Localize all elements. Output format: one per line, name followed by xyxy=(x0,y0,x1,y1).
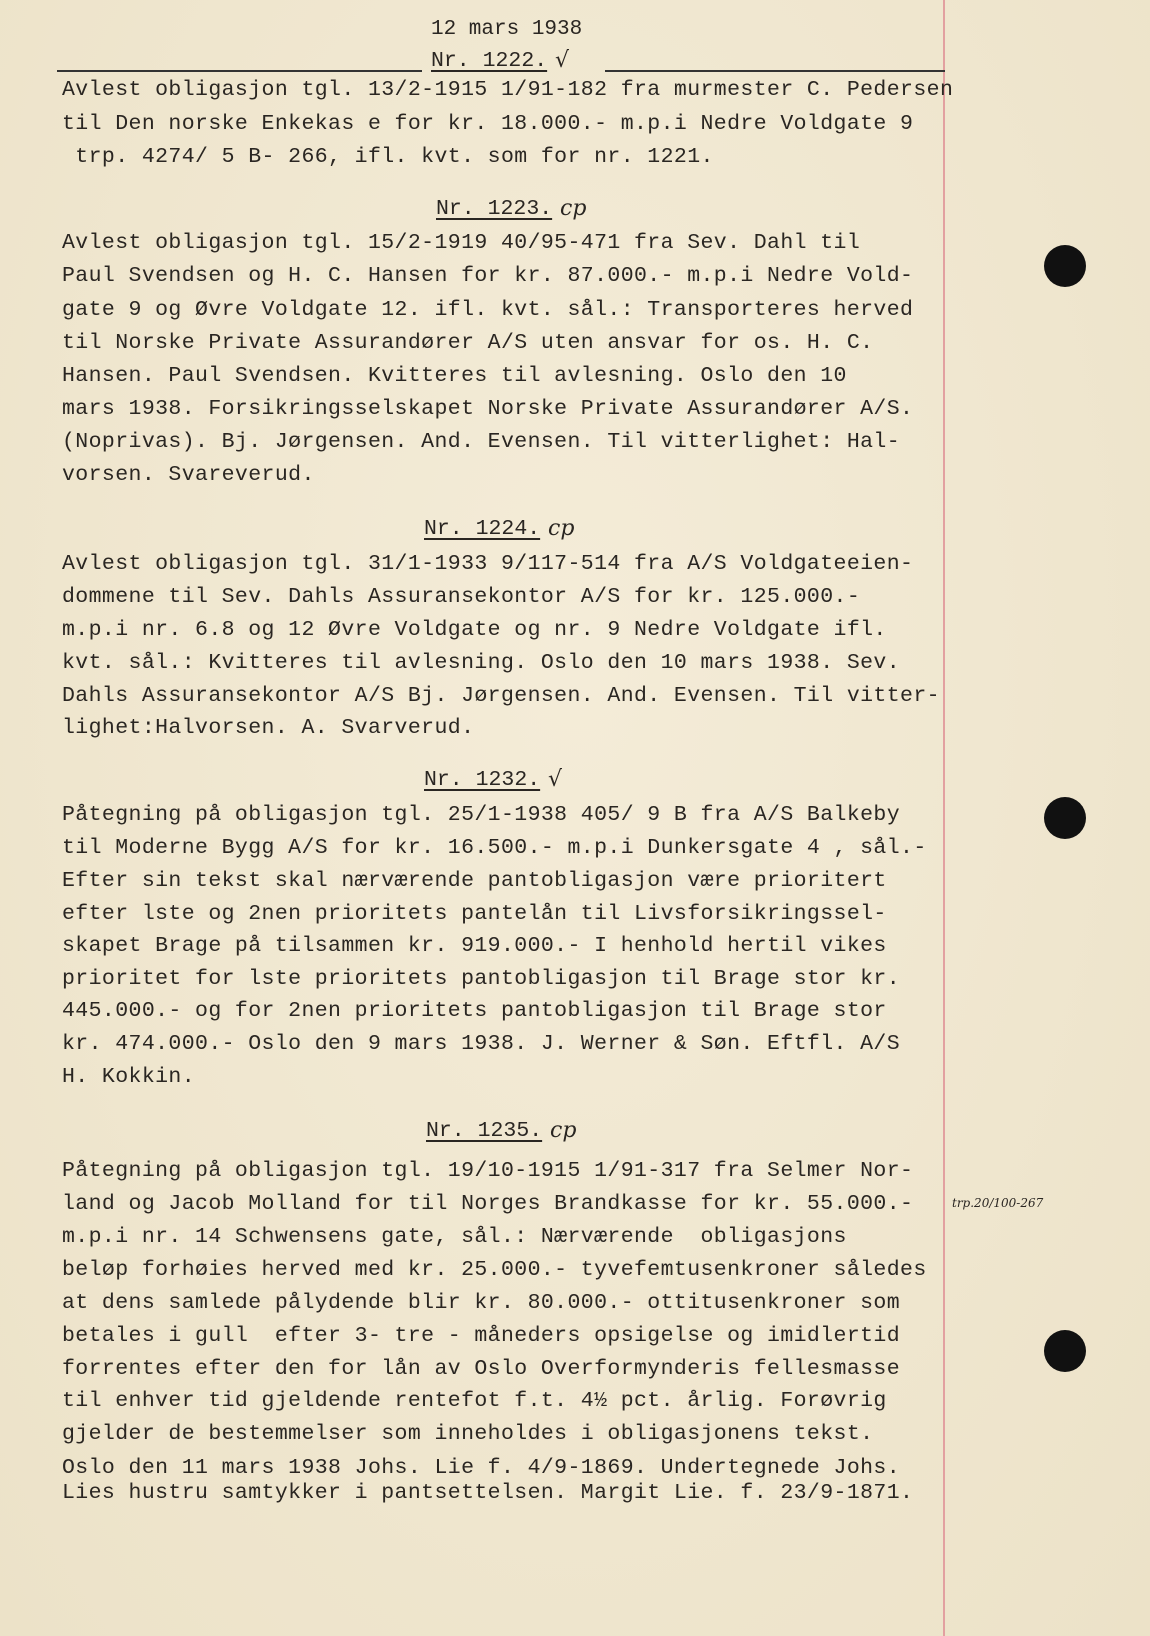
text-line: Avlest obligasjon tgl. 15/2-1919 40/95-471 fra Sev. Dahl til xyxy=(62,231,861,255)
text-line: Påtegning på obligasjon tgl. 25/1-1938 405/ 9 B fra A/S Balkeby xyxy=(62,803,901,827)
text-line: til Norske Private Assurandører A/S uten ansvar for os. H. C. xyxy=(62,331,874,355)
text-line: at dens samlede pålydende blir kr. 80.000.- ottitusenkroner som xyxy=(62,1291,901,1315)
text-line: Oslo den 11 mars 1938 Johs. Lie f. 4/9-1869. Undertegnede Johs. xyxy=(62,1456,901,1480)
text-line: efter lste og 2nen prioritets pantelån til Livsforsikringssel- xyxy=(62,902,887,926)
text-line: til enhver tid gjeldende rentefot f.t. 4½ pct. årlig. Forøvrig xyxy=(62,1389,887,1413)
text-line: land og Jacob Molland for til Norges Brandkasse for kr. 55.000.- xyxy=(62,1192,914,1216)
text-line: Avlest obligasjon tgl. 31/1-1933 9/117-514 fra A/S Voldgateeien- xyxy=(62,552,914,576)
text-line: mars 1938. Forsikringsselskapet Norske Private Assurandører A/S. xyxy=(62,397,914,421)
entry-number-heading: Nr. 1223. xyxy=(436,197,553,221)
text-line: gate 9 og Øvre Voldgate 12. ifl. kvt. sål.: Transporteres herved xyxy=(62,298,914,322)
text-line: betales i gull efter 3- tre - måneders opsigelse og imidlertid xyxy=(62,1324,901,1348)
text-line: vorsen. Svareverud. xyxy=(62,463,315,487)
text-line: kvt. sål.: Kvitteres til avlesning. Oslo den 10 mars 1938. Sev. xyxy=(62,651,901,675)
punch-hole xyxy=(1044,245,1086,287)
text-line: beløp forhøies herved med kr. 25.000.- tyvefemtusenkroner således xyxy=(62,1258,927,1282)
handwritten-check-mark: √ xyxy=(548,767,563,792)
text-line: (Noprivas). Bj. Jørgensen. And. Evensen. Til vitterlighet: Hal- xyxy=(62,430,901,454)
text-line: Lies hustru samtykker i pantsettelsen. Margit Lie. f. 23/9-1871. xyxy=(62,1481,914,1505)
text-line: 445.000.- og for 2nen prioritets pantobligasjon til Brage stor xyxy=(62,999,887,1023)
text-line: dommene til Sev. Dahls Assuransekontor A/S for kr. 125.000.- xyxy=(62,585,861,609)
text-line: H. Kokkin. xyxy=(62,1065,196,1089)
entry-number-heading: Nr. 1224. xyxy=(424,517,541,541)
margin-line xyxy=(943,0,945,1636)
text-line: kr. 474.000.- Oslo den 9 mars 1938. J. Werner & Søn. Eftfl. A/S xyxy=(62,1032,901,1056)
handwritten-check-mark: cp xyxy=(560,196,587,221)
punch-hole xyxy=(1044,797,1086,839)
divider xyxy=(57,70,422,72)
text-line: prioritet for lste prioritets pantobligasjon til Brage stor kr. xyxy=(62,967,901,991)
entry-number-heading: Nr. 1235. xyxy=(426,1119,543,1143)
page-date: 12 mars 1938 xyxy=(431,18,583,41)
punch-hole xyxy=(1044,1330,1086,1372)
entry-number-heading: Nr. 1232. xyxy=(424,768,541,792)
entry-number-heading: Nr. 1222. xyxy=(431,49,548,73)
text-line: Hansen. Paul Svendsen. Kvitteres til avlesning. Oslo den 10 xyxy=(62,364,847,388)
text-line: Efter sin tekst skal nærværende pantobligasjon være prioritert xyxy=(62,869,887,893)
divider xyxy=(605,70,945,72)
handwritten-annotation: trp.20/100-267 xyxy=(952,1196,1044,1210)
text-line: Avlest obligasjon tgl. 13/2-1915 1/91-182 fra murmester C. Pedersen xyxy=(62,78,954,102)
text-line: forrentes efter den for lån av Oslo Overformynderis fellesmasse xyxy=(62,1357,901,1381)
text-line: til Den norske Enkekas e for kr. 18.000.- m.p.i Nedre Voldgate 9 xyxy=(62,112,914,136)
text-line: lighet:Halvorsen. A. Svarverud. xyxy=(62,716,475,740)
text-line: Påtegning på obligasjon tgl. 19/10-1915 1/91-317 fra Selmer Nor- xyxy=(62,1159,914,1183)
text-line: m.p.i nr. 14 Schwensens gate, sål.: Nærværende obligasjons xyxy=(62,1225,847,1249)
handwritten-check-mark: √ xyxy=(555,48,570,73)
text-line: Paul Svendsen og H. C. Hansen for kr. 87.000.- m.p.i Nedre Vold- xyxy=(62,264,914,288)
text-line: trp. 4274/ 5 B- 266, ifl. kvt. som for nr. 1221. xyxy=(62,145,714,169)
handwritten-check-mark: cp xyxy=(548,516,575,541)
text-line: m.p.i nr. 6.8 og 12 Øvre Voldgate og nr. 9 Nedre Voldgate ifl. xyxy=(62,618,887,642)
handwritten-check-mark: cp xyxy=(550,1118,577,1143)
text-line: til Moderne Bygg A/S for kr. 16.500.- m.p.i Dunkersgate 4 , sål.- xyxy=(62,836,927,860)
text-line: Dahls Assuransekontor A/S Bj. Jørgensen. And. Evensen. Til vitter- xyxy=(62,684,940,708)
text-line: gjelder de bestemmelser som inneholdes i obligasjonens tekst. xyxy=(62,1422,874,1446)
text-line: skapet Brage på tilsammen kr. 919.000.- I henhold hertil vikes xyxy=(62,934,887,958)
